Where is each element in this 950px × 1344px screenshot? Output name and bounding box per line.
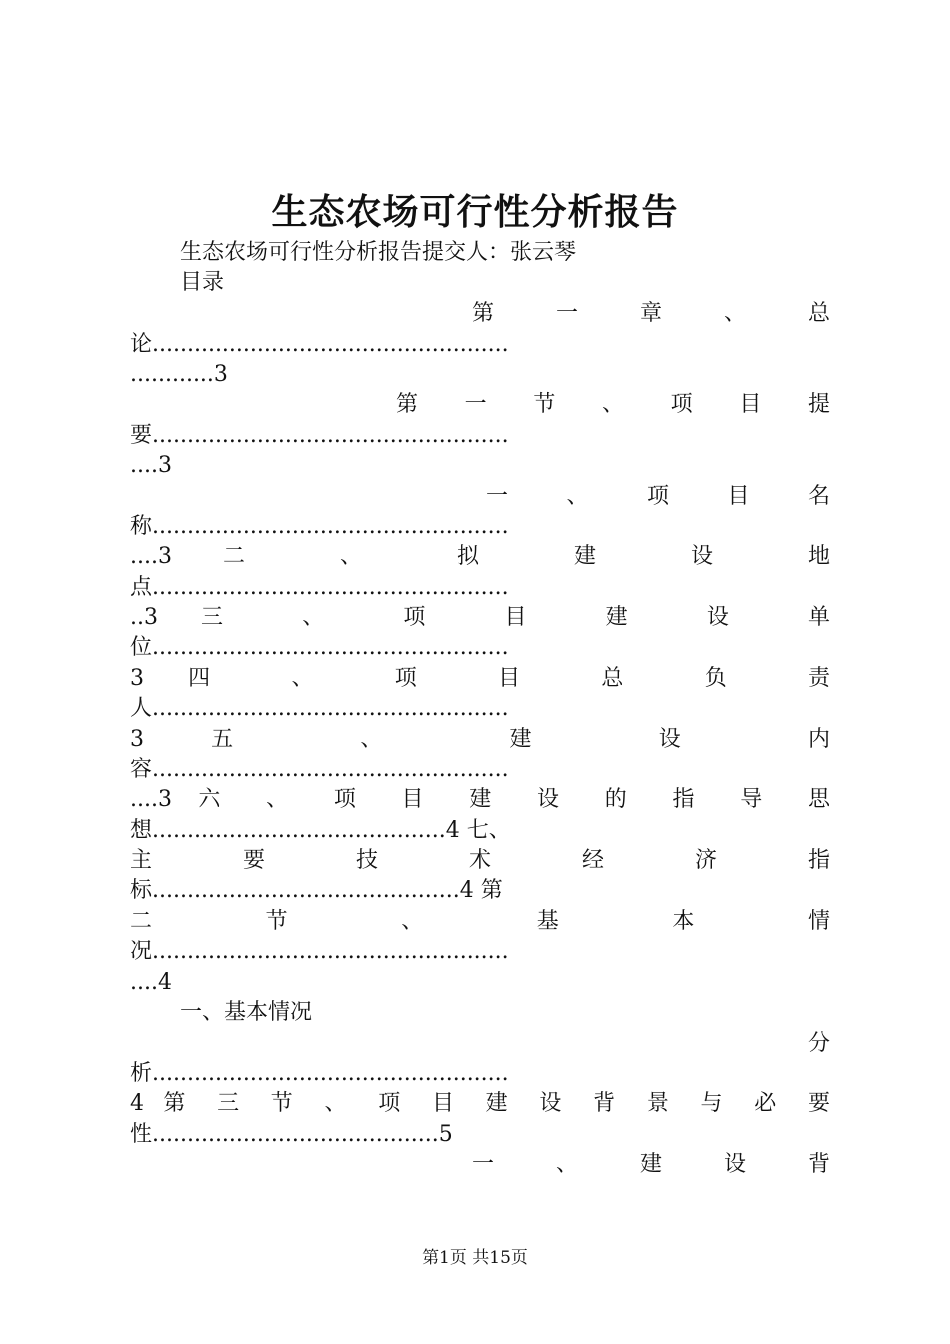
toc-line: 3 五 、 建 设 内	[130, 727, 830, 752]
toc-line: 4 第 三 节 、 项 目 建 设 背 景 与 必 要	[130, 1091, 830, 1116]
toc-line: 性.........................................5	[130, 1122, 453, 1147]
toc-line: ....3 二 、 拟 建 设 地	[130, 544, 830, 569]
toc-line: 二 节 、 基 本 情	[130, 909, 830, 934]
toc-line: ....3 六 、 项 目 建 设 的 指 导 思	[130, 787, 830, 812]
toc-line: 第 一 节 、 项 目 提	[396, 392, 830, 417]
toc-line: 论...................................................	[130, 332, 509, 357]
toc-line: ............3	[130, 362, 228, 387]
document-title: 生态农场可行性分析报告	[271, 191, 679, 233]
toc-line: 3 四 、 项 目 总 负 责	[130, 666, 830, 691]
toc-line: 容...................................................	[130, 757, 509, 782]
toc-line: 第 一 章 、 总	[472, 301, 830, 326]
toc-line: 况...................................................	[130, 939, 509, 964]
toc-line: ..3 三 、 项 目 建 设 单	[130, 605, 830, 630]
toc-line: 人...................................................	[130, 696, 509, 721]
toc-line: 位...................................................	[130, 635, 509, 660]
toc-line: ....3	[130, 453, 172, 478]
subtitle-line: 生态农场可行性分析报告提交人：张云琴	[180, 240, 577, 265]
page-footer: 第1页 共15页	[422, 1248, 528, 1268]
toc-line: 一、基本情况	[180, 1000, 313, 1025]
toc-line: 要...................................................	[130, 423, 509, 448]
toc-line: 分	[807, 1031, 830, 1056]
toc-line: ....4	[130, 970, 172, 995]
toc-line: 标............................................4 第	[130, 878, 503, 903]
toc-line: 称...................................................	[130, 514, 509, 539]
toc-line: 主 要 技 术 经 济 指	[130, 848, 830, 873]
toc-line: 一 、 建 设 背	[472, 1152, 830, 1177]
toc-line: 想..........................................4 七、	[130, 818, 511, 843]
toc-line: 析...................................................	[130, 1061, 509, 1086]
toc-line: 点...................................................	[130, 575, 509, 600]
toc-line: 一 、 项 目 名	[486, 484, 830, 509]
toc-heading: 目录	[180, 270, 225, 295]
